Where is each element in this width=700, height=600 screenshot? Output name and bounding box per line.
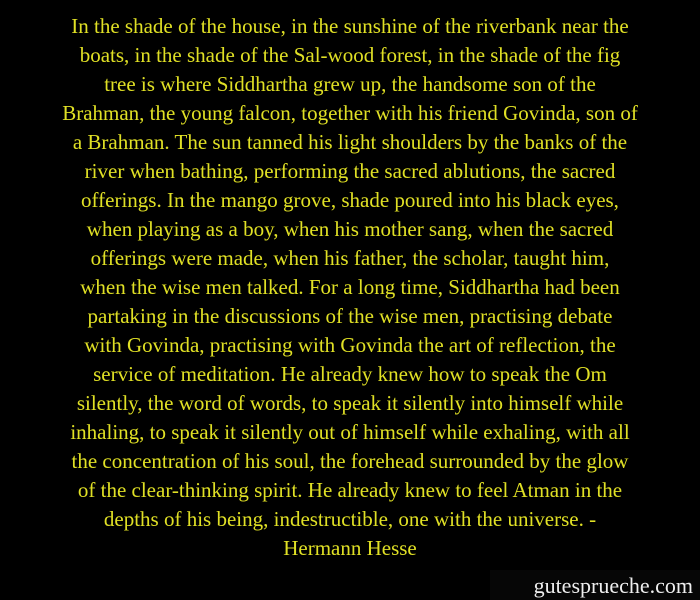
quote-line: tree is where Siddhartha grew up, the handsome son of the (104, 72, 596, 96)
quote-line: with Govinda, practising with Govinda the art of reflection, the (84, 333, 616, 357)
quote-line: Brahman, the young falcon, together with his friend Govinda, son of (62, 101, 638, 125)
watermark-text: gutesprueche.com (533, 573, 693, 598)
quote-line: offerings. In the mango grove, shade poured into his black eyes, (81, 188, 619, 212)
quote-line: service of meditation. He already knew how to speak the Om (93, 362, 607, 386)
quote-line: partaking in the discussions of the wise men, practising debate (87, 304, 613, 328)
quote-line: offerings were made, when his father, the scholar, taught him, (90, 246, 610, 270)
quote-line: a Brahman. The sun tanned his light shoulders by the banks of the (72, 130, 628, 154)
quote-line: In the shade of the house, in the sunshine of the riverbank near the (71, 14, 629, 38)
quote-line: boats, in the shade of the Sal-wood forest, in the shade of the fig (79, 43, 621, 67)
quote-line: depths of his being, indestructible, one with the universe. - (103, 507, 597, 531)
quote-line: when the wise men talked. For a long time, Siddhartha had been (80, 275, 620, 299)
quote-line: of the clear-thinking spirit. He already knew to feel Atman in the (77, 478, 623, 502)
quote-line: when playing as a boy, when his mother sang, when the sacred (86, 217, 614, 241)
quote-line: river when bathing, performing the sacred ablutions, the sacred (84, 159, 616, 183)
quote-line: inhaling, to speak it silently out of himself while exhaling, with all (70, 420, 630, 444)
quote-line: silently, the word of words, to speak it silently into himself while (76, 391, 624, 415)
quote-text (0, 12, 700, 563)
quote-line: Hermann Hesse (283, 536, 417, 560)
quote-line: the concentration of his soul, the forehead surrounded by the glow (71, 449, 629, 473)
